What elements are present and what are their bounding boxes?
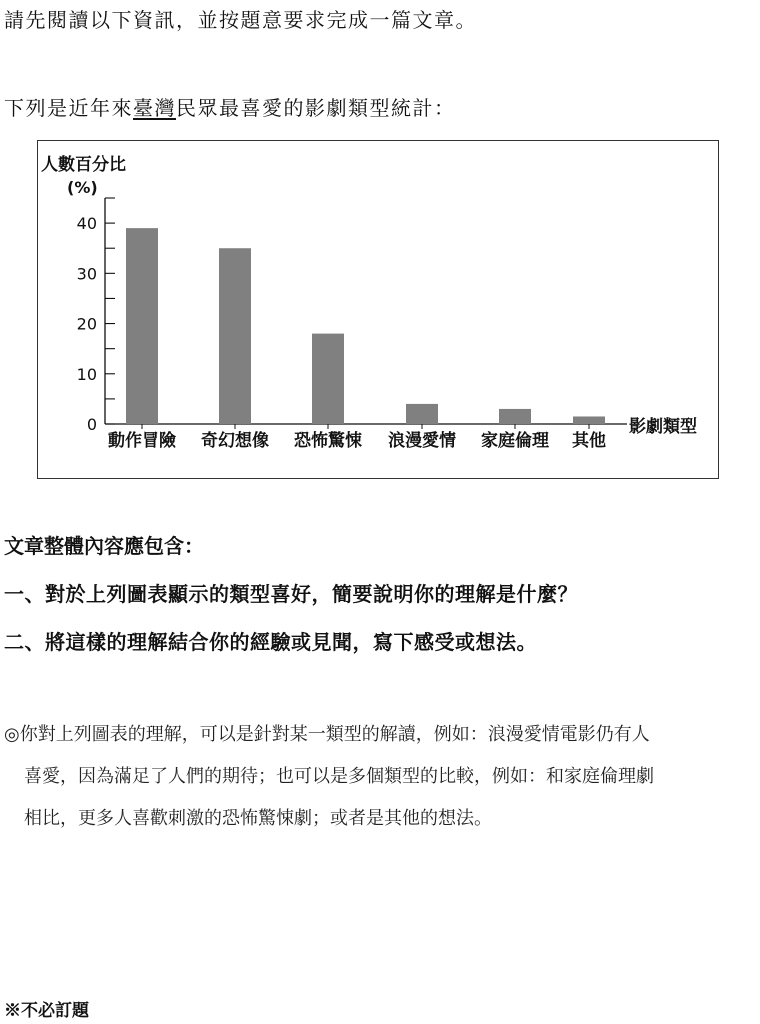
- bar: [406, 404, 438, 424]
- chart-bars: [126, 228, 605, 424]
- x-tick-label: 家庭倫理: [481, 431, 549, 451]
- requirement-item-2: 二、將這樣的理解結合你的經驗或見聞，寫下感受或想法。: [4, 630, 537, 654]
- y-tick-label: 10: [76, 364, 97, 384]
- y-tick-label: 40: [76, 214, 97, 234]
- chart-axes: [105, 198, 627, 429]
- x-axis-label: 影劇類型: [629, 417, 697, 437]
- note-line-3: 相比，更多人喜歡刺激的恐怖驚悚劇；或者是其他的想法。: [24, 808, 492, 829]
- chart-caption-underlined: 臺灣: [133, 96, 176, 120]
- y-tick-label: 20: [76, 314, 97, 334]
- chart-caption-suffix: 民眾最喜愛的影劇類型統計：: [176, 96, 456, 120]
- note-line-2: 喜愛，因為滿足了人們的期待；也可以是多個類型的比較，例如：和家庭倫理劇: [24, 766, 654, 787]
- y-tick-label: 30: [76, 264, 97, 284]
- x-tick-label: 動作冒險: [108, 431, 176, 451]
- chart-caption-prefix: 下列是近年來: [4, 96, 133, 120]
- chart-caption: [4, 92, 456, 121]
- footer-note: ※不必訂題: [4, 1001, 89, 1021]
- bar: [312, 334, 344, 424]
- y-axis-unit: (%): [67, 178, 98, 197]
- y-axis-label: 人數百分比: [41, 155, 126, 175]
- x-tick-label: 其他: [572, 431, 606, 451]
- x-tick-label: 浪漫愛情: [388, 431, 456, 451]
- x-tick-label: 奇幻想像: [201, 431, 269, 451]
- y-tick-label: 0: [86, 415, 97, 434]
- requirement-item-1: 一、對於上列圖表顯示的類型喜好，簡要說明你的理解是什麼？: [4, 582, 578, 606]
- bar: [573, 416, 605, 424]
- bar: [126, 228, 158, 424]
- x-tick-label: 恐怖驚悚: [294, 431, 362, 451]
- bar-chart: [37, 140, 719, 479]
- bar: [219, 248, 251, 424]
- bar: [499, 409, 531, 424]
- intro-instruction: 請先閱讀以下資訊，並按題意要求完成一篇文章。: [4, 8, 477, 32]
- note-line-1: ◎你對上列圖表的理解，可以是針對某一類型的解讀，例如：浪漫愛情電影仍有人: [4, 724, 650, 745]
- requirements-heading: 文章整體內容應包含：: [4, 534, 204, 558]
